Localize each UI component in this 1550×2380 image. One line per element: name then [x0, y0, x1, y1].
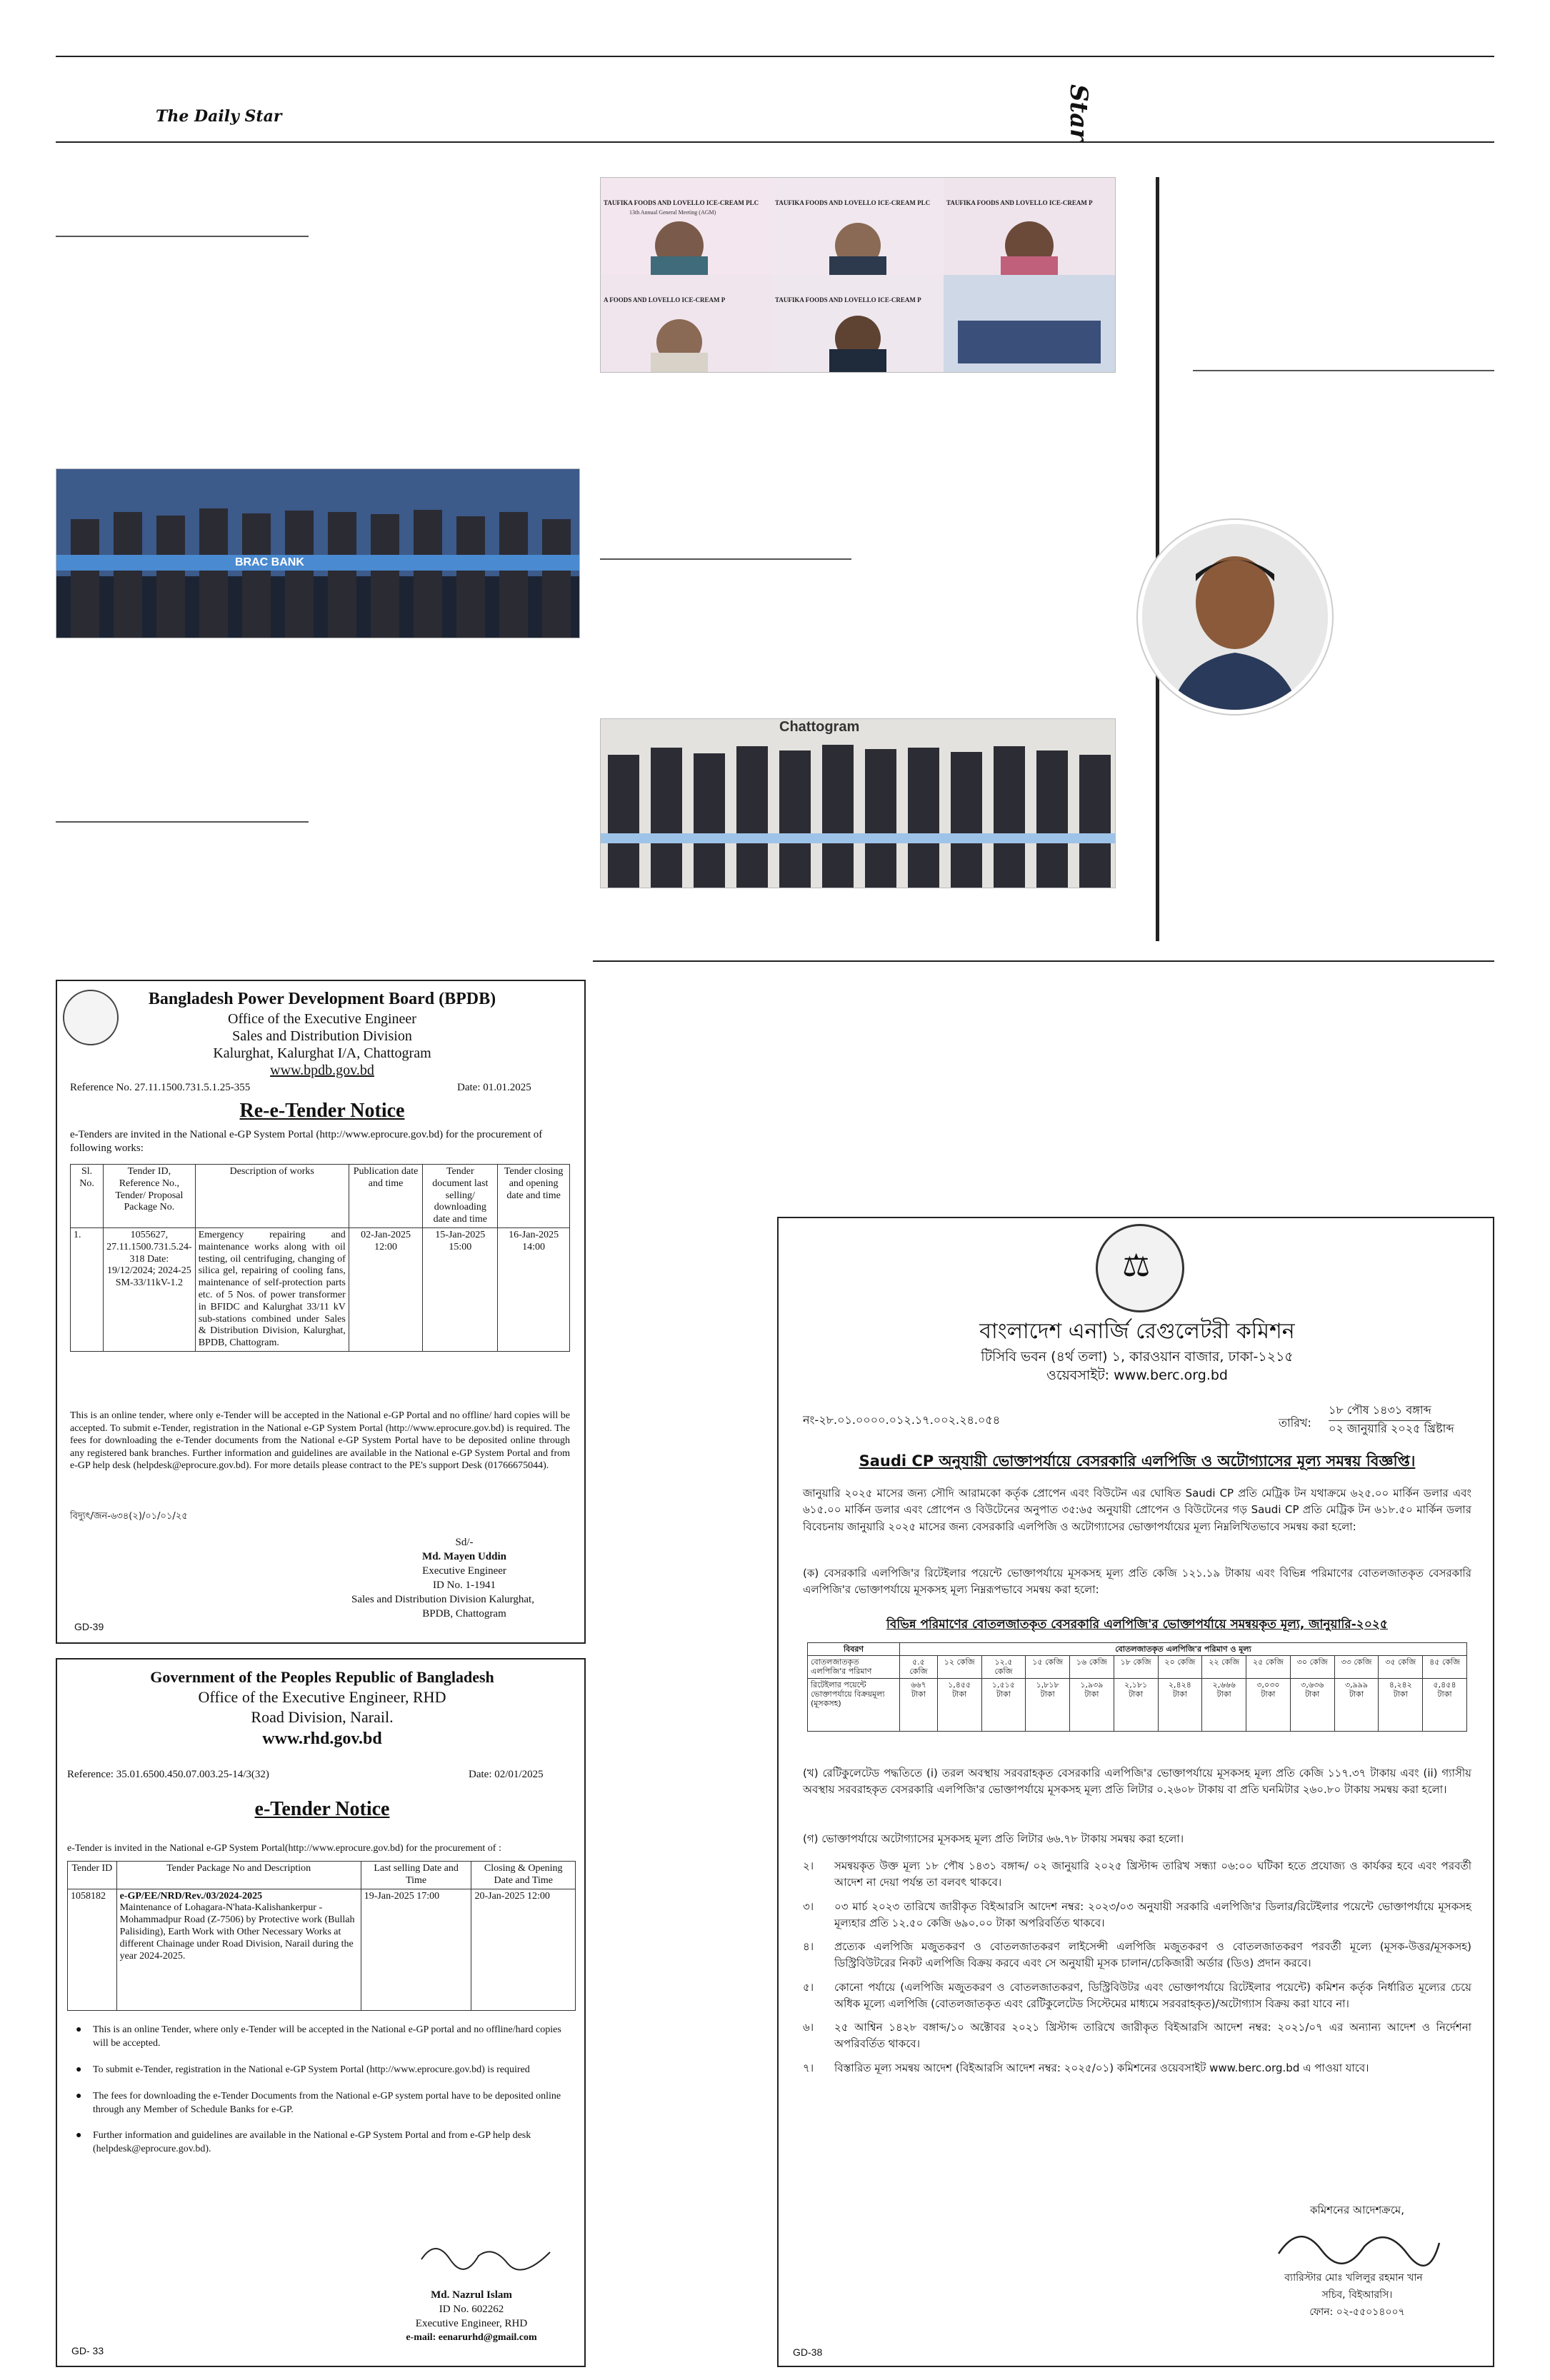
bpdb-tender-notice: [56, 980, 586, 1644]
rhd-th-id: Tender ID: [68, 1862, 117, 1889]
berc-size-cell: ১২ কেজি: [937, 1656, 981, 1678]
table-row: [808, 1656, 1467, 1678]
bpdb-note: This is an online tender, where only e-Tender will be accepted in the National e-GP Portal and no offline/ hard copies will be accepted. To submit e-Tender, registration in the National e-GP System Portal (http://www.eprocure.gov.bd) is required. The fees for downloading the e-Tender documents from the National e-GP System Portal have to be deposited online through any registered bank branches. Further information and guidelines are available in the National e-GP System Portal and from e-GP help desk (helpdesk@eprocure.gov.bd). For more details please contract to the PE's support Desk (01766675044).: [70, 1410, 570, 1471]
brac-bank-inauguration-photo: [56, 468, 580, 638]
berc-signer: ব্যারিস্টার মোঃ খলিলুর রহমান খান: [1284, 2272, 1423, 2284]
bpdb-designation: Executive Engineer: [422, 1565, 506, 1577]
agm-collage-graphic: [601, 178, 1115, 372]
rhd-title: e-Tender Notice: [254, 1798, 390, 1820]
berc-para-ka: (ক) বেসরকারি এলপিজি'র রিটেইলার পয়েন্টে ভোক্তাপর্যায়ে মূসকসহ মূল্য প্রতি কেজি ১২১.১৯ টাকায় এবং বিভিন্ন পরিমাণের বোতলজাতকৃত বেসরকারি এলপিজি'র ভোক্তাপর্যায়ে মূসকসহ মূল্য নিম্নরূপভাবে সমন্বয় করা হলো:: [803, 1567, 1471, 1597]
berc-point-num: ৩।: [803, 1899, 814, 1913]
top-rule: [56, 56, 1494, 57]
bpdb-date: Date: 01.01.2025: [457, 1082, 531, 1093]
berc-point-text: ২৫ আশ্বিন ১৪২৮ বঙ্গাব্দ/১০ অক্টোবর ২০২১ খ্রিস্টাব্দ তারিখে জারীকৃত বিইআরসি আদেশ নম্বর: ২০২১/০৭ এর অন্যান্য আদেশ ও নির্দেশনা অপরিবর্তিত থাকবে।: [834, 2021, 1471, 2051]
berc-price-cell: ৩,০৩০ টাকা: [1246, 1678, 1291, 1731]
mid-col-rule-1: [600, 558, 851, 560]
berc-price-cell: ২,৪২৪ টাকা: [1158, 1678, 1202, 1731]
ribbon-text: BRAC BANK: [235, 556, 304, 568]
bpdb-th-sl: Sl. No.: [71, 1165, 104, 1228]
rhd-gov: Government of the Peoples Republic of Bangladesh: [150, 1668, 494, 1686]
brac-photo-graphic: [56, 469, 579, 638]
berc-row2-label: রিটেইলার পয়েন্টে ভোক্তাপর্যায়ে বিক্রয়মূল্য (মূসকসহ): [808, 1678, 900, 1731]
list-item: [803, 1939, 1471, 1972]
berc-phone: ফোন: ০২-৫৫০১৪০০৭: [1309, 2306, 1405, 2318]
berc-sign-intro: কমিশনের আদেশক্রমে,: [1310, 2204, 1404, 2216]
rhd-bullet-1: This is an online Tender, where only e-Tender will be accepted in the National e-GP portal and no offline/hard copies will be accepted.: [93, 2024, 561, 2049]
list-item: [803, 2019, 1471, 2053]
bpdb-cell-last-selling: 15-Jan-2025 15:00: [423, 1227, 498, 1351]
berc-point-num: ৭।: [803, 2061, 814, 2074]
berc-memo: নং-২৮.০১.০০০০.০১২.১৭.০০২.২৪.০৫৪: [803, 1413, 1001, 1427]
berc-size-cell: ১৫ কেজি: [1026, 1656, 1070, 1678]
list-item: [803, 2060, 1471, 2077]
agm-caption-3: TAUFIKA FOODS AND LOVELLO ICE-CREAM P: [946, 199, 1093, 206]
berc-point-num: ৪।: [803, 1940, 814, 1953]
scales-icon: ⚖: [1122, 1248, 1151, 1283]
bpdb-cell-tender-id: 1055627, 27.11.1500.731.5.24-318 Date: 19/12/2024; 2024-25 SM-33/11kV-1.2: [104, 1227, 196, 1351]
bpdb-id-no: ID No. 1-1941: [433, 1580, 496, 1591]
rhd-date: Date: 02/01/2025: [469, 1769, 544, 1780]
bpdb-bn-ref: বিদ্যুৎ/জন-৬৩৪(২)/০১/০১/২৫: [70, 1511, 188, 1522]
bpdb-cell-closing: 16-Jan-2025 14:00: [498, 1227, 570, 1351]
berc-price-notice: [777, 1217, 1494, 2367]
bpdb-gd-code: GD-39: [74, 1621, 104, 1632]
rhd-bullet-4: Further information and guidelines are available in the National e-GP System Portal and from e-GP help desk (helpdesk@eprocure.gov.bd).: [93, 2130, 531, 2155]
masthead-bottom-rule: [56, 141, 1494, 143]
branch-inauguration-photo: [600, 718, 1116, 888]
rhd-website[interactable]: www.rhd.gov.bd: [262, 1729, 382, 1748]
bpdb-cell-publication: 02-Jan-2025 12:00: [349, 1227, 423, 1351]
avatar-graphic: [1142, 524, 1328, 710]
bpdb-sign-office: Sales and Distribution Division Kalurghat,: [351, 1594, 534, 1605]
rhd-bullet-2: To submit e-Tender, registration in the National e-GP System Portal (http://www.eprocure.gov.bd) is required: [93, 2064, 530, 2075]
rhd-tender-table: [67, 1861, 576, 2011]
berc-size-cell: ১২.৫ কেজি: [981, 1656, 1026, 1678]
berc-size-cell: ৪৫ কেজি: [1423, 1656, 1467, 1678]
berc-price-cell: ১,৪৫৫ টাকা: [937, 1678, 981, 1731]
berc-point-text: বিস্তারিত মূল্য সমন্বয় আদেশ (বিইআরসি আদেশ নম্বর: ২০২৫/০১) কমিশনের ওয়েবসাইট www.berc.org.bd এ পাওয়া যাবে।: [834, 2061, 1369, 2074]
table-row: [71, 1227, 570, 1351]
rhd-cell-description: Maintenance of Lohagara-N'hata-Kalishankerpur -Mohammadpur Road (Z-7506) by Protective work (Bullah Palisiding), Earth Work with Other Necessary Works at different Chainage under Road Division, Narail during the year 2024-2025.: [119, 1902, 355, 1962]
agm-caption-2: TAUFIKA FOODS AND LOVELLO ICE-CREAM PLC: [775, 199, 931, 206]
rhd-th-package: Tender Package No and Description: [116, 1862, 361, 1889]
bpdb-cell-description: Emergency repairing and maintenance works along with oil testing, oil centrifuging, changing of silica gel, repairing of cooling fans, maintenance of self-protection parts etc. of 5 Nos. of power transformer in BFIDC and Kalurghat 33/11 kV sub-stations combined under Sales & Distribution Division, Kalurghat, BPDB, Chattogram.: [195, 1227, 349, 1351]
list-item: [67, 2024, 576, 2051]
berc-size-cell: ৩৩ কেজি: [1334, 1656, 1379, 1678]
berc-size-cell: ৫.৫ কেজি: [900, 1656, 938, 1678]
agm-photo-collage: [600, 177, 1116, 373]
berc-size-cell: ২০ কেজি: [1158, 1656, 1202, 1678]
section-rule: [593, 960, 1494, 962]
table-row: [68, 1889, 576, 2010]
rhd-gd-code: GD- 33: [71, 2345, 104, 2356]
agm-caption-1: TAUFIKA FOODS AND LOVELLO ICE-CREAM PLC: [604, 199, 759, 206]
berc-title: Saudi CP অনুযায়ী ভোক্তাপর্যায়ে বেসরকারি এলপিজি ও অটোগ্যাসের মূল্য সমন্বয় বিজ্ঞপ্তি।: [859, 1452, 1416, 1470]
berc-para-ga: (গ) ভোক্তাপর্যায়ে অটোগ্যাসের মূসকসহ মূল্য প্রতি লিটার ৬৬.৭৮ টাকায় সমন্বয় করা হলো।: [803, 1832, 1184, 1845]
berc-designation: সচিব, বিইআরসি।: [1321, 2289, 1393, 2301]
agm-caption-4: A FOODS AND LOVELLO ICE-CREAM P: [604, 296, 726, 303]
rhd-division: Road Division, Narail.: [251, 1708, 394, 1726]
berc-table-title: বিভিন্ন পরিমাণের বোতলজাতকৃত বেসরকারি এলপিজি'র ভোক্তাপর্যায়ে সমন্বয়কৃত মূল্য, জানুয়ারি-২০২৫: [886, 1617, 1388, 1632]
agm-line-text: 13th Annual General Meeting (AGM): [629, 209, 716, 216]
bpdb-website[interactable]: www.bpdb.gov.bd: [270, 1063, 374, 1078]
berc-price-cell: ১,৫১৫ টাকা: [981, 1678, 1026, 1731]
berc-signature: [1271, 2218, 1443, 2268]
list-item: [803, 1899, 1471, 1932]
berc-price-cell: ৪,২৪২ টাকা: [1379, 1678, 1423, 1731]
berc-price-cell: ৩,৬৩৬ টাকা: [1290, 1678, 1334, 1731]
rhd-cell-package-cell: [116, 1889, 361, 2010]
berc-website[interactable]: ওয়েবসাইট: www.berc.org.bd: [1046, 1367, 1228, 1383]
rhd-designation: Executive Engineer, RHD: [415, 2318, 528, 2329]
berc-table-header-row: [808, 1643, 1467, 1656]
berc-point-text: কোনো পর্যায়ে (এলপিজি মজুতকরণ ও বোতলজাতকরণ, ডিস্ট্রিবিউটর এবং ভোক্তাপর্যায়ে রিটেইলার পয়েন্টে) কমিশন কর্তৃক নির্ধারিত মূল্যের চেয়ে অধিক মূল্যে এলপিজি (বোতলজাতকৃত এবং রেটিকুলেটেড সিস্টেমের মাধ্যমে সরবরাহকৃত)/অটোগ্যাস বিক্রয় করা যাবে না।: [834, 1980, 1471, 2010]
berc-size-cell: ১৮ কেজি: [1114, 1656, 1158, 1678]
rhd-office: Office of the Executive Engineer, RHD: [198, 1688, 446, 1706]
bpdb-title: Re-e-Tender Notice: [239, 1100, 405, 1122]
bullet-icon: ●: [76, 2024, 82, 2035]
left-col-rule-2: [56, 821, 309, 823]
bullet-icon: ●: [76, 2130, 82, 2142]
bpdb-org: Bangladesh Power Development Board (BPDB): [148, 990, 496, 1008]
rhd-th-closing: Closing & Opening Date and Time: [471, 1862, 576, 1889]
berc-size-cell: ৩০ কেজি: [1290, 1656, 1334, 1678]
berc-point-num: ২।: [803, 1859, 814, 1872]
berc-th-left: বিবরণ: [808, 1643, 900, 1656]
bpdb-tender-table: [70, 1164, 570, 1352]
bpdb-th-last-selling: Tender document last selling/ downloading date and time: [423, 1165, 498, 1228]
list-item: [67, 2064, 576, 2077]
berc-size-cell: ২২ কেজি: [1202, 1656, 1246, 1678]
berc-row1-label: বোতলজাতকৃত এলপিজি'র পরিমাণ: [808, 1656, 900, 1678]
bpdb-table-header-row: [71, 1165, 570, 1228]
list-item: [803, 1858, 1471, 1892]
berc-price-cell: ২,৬৬৬ টাকা: [1202, 1678, 1246, 1731]
bpdb-signer: Md. Mayen Uddin: [422, 1551, 506, 1562]
bpdb-reference: Reference No. 27.11.1500.731.5.1.25-355: [70, 1082, 251, 1093]
rhd-th-last-selling: Last selling Date and Time: [361, 1862, 471, 1889]
berc-point-num: ৫।: [803, 1980, 814, 1994]
berc-date-en: ০২ জানুয়ারি ২০২৫ খ্রিষ্টাব্দ: [1329, 1422, 1454, 1435]
berc-point-num: ৬।: [803, 2021, 814, 2034]
rhd-cell-package: e-GP/EE/NRD/Rev./03/2024-2025: [119, 1890, 263, 1902]
berc-para1: জানুয়ারি ২০২৫ মাসের জন্য সৌদি আরামকো কর্তৃক প্রোপেন এবং বিউটেন এর ঘোষিত Saudi CP প্রতি মেট্রিক টন যথাক্রমে ৬২৫.০০ মার্কিন ডলার এবং ৬১৫.০০ মার্কিন ডলার এবং প্রোপেন ও বিউটেনের অনুপাত ৩৫:৬৫ অনুযায়ী প্রোপেন ও বিউটেনের গড় Saudi CP প্রতি মেট্রিক টন ৬১৮.৫০ মার্কিন ডলার বিবেচনায় জানুয়ারি ২০২৫ মাসের জন্য বেসরকারি এলপিজি ও অটোগ্যাসের ভোক্তাপর্যায়ের মূল্য নিম্নলিখিতভাবে সমন্বয় করা হলো:: [803, 1487, 1471, 1533]
berc-address: টিসিবি ভবন (৪র্থ তলা) ১, কারওয়ান বাজার, ঢাকা-১২১৫: [981, 1349, 1294, 1365]
rhd-signer: Md. Nazrul Islam: [431, 2289, 512, 2301]
branch-photo-graphic: [601, 719, 1115, 888]
table-row: [808, 1678, 1467, 1731]
bullet-icon: ●: [76, 2090, 82, 2102]
berc-price-cell: ২,১৮১ টাকা: [1114, 1678, 1158, 1731]
berc-size-cell: ১৬ কেজি: [1070, 1656, 1114, 1678]
masthead-left-logo: The Daily Star: [156, 107, 282, 126]
berc-price-cell: ১,৮১৮ টাকা: [1026, 1678, 1070, 1731]
list-item: [803, 1979, 1471, 2013]
rhd-intro: e-Tender is invited in the National e-GP System Portal(http://www.eprocure.gov.bd) for the procurement of :: [67, 1843, 501, 1854]
berc-para-kha: (খ) রেটিকুলেটেড পদ্ধতিতে (i) তরল অবস্থায় সরবরাহকৃত বেসরকারি এলপিজি'র ভোক্তাপর্যায়ে মূসকসহ মূল্য প্রতি কেজি ১১৭.৩৭ টাকায় এবং (ii) গ্যাসীয় অবস্থায় সরবরাহকৃত বেসরকারি এলপিজি'র ভোক্তাপর্যায়ে মূসকসহ মূল্য প্রতি লিটার ০.২৬০৮ টাকায় বা প্রতি ঘনমিটার ২৬০.৮০ টাকায় সমন্বয় করা হলো।: [803, 1767, 1472, 1797]
bpdb-cell-sl: 1.: [71, 1227, 104, 1351]
rhd-email: e-mail: eenarurhd@gmail.com: [406, 2332, 537, 2343]
bullet-icon: ●: [76, 2064, 82, 2075]
left-col-rule-1: [56, 236, 309, 237]
rhd-table-header-row: [68, 1862, 576, 1889]
rhd-id-no: ID No. 602262: [439, 2304, 504, 2315]
bpdb-sign-place: BPDB, Chattogram: [422, 1608, 506, 1620]
rhd-tender-notice: [56, 1658, 586, 2367]
berc-price-table: [807, 1642, 1467, 1732]
berc-date-label: তারিখ:: [1279, 1416, 1311, 1430]
rhd-reference: Reference: 35.01.6500.450.07.003.25-14/3(32): [67, 1769, 269, 1780]
list-item: [67, 2090, 576, 2117]
berc-date-bn: ১৮ পৌষ ১৪৩১ বঙ্গাব্দ: [1329, 1401, 1431, 1421]
berc-price-cell: ৩,৯৯৯ টাকা: [1334, 1678, 1379, 1731]
berc-logo: [1096, 1224, 1184, 1312]
berc-price-cell: ১,৯৩৯ টাকা: [1070, 1678, 1114, 1731]
rhd-bullet-3: The fees for downloading the e-Tender Documents from the National e-GP system portal have to be deposited online through any Member of Schedule Banks for e-GP.: [93, 2090, 561, 2115]
berc-org: বাংলাদেশ এনার্জি রেগুলেটরী কমিশন: [979, 1319, 1295, 1344]
berc-th-right: বোতলজাতকৃত এলপিজি'র পরিমাণ ও মূল্য: [900, 1643, 1467, 1656]
rhd-cell-closing: 20-Jan-2025 12:00: [471, 1889, 576, 2010]
agm-caption-5: TAUFIKA FOODS AND LOVELLO ICE-CREAM P: [775, 296, 921, 303]
rhd-signature: [414, 2231, 557, 2281]
berc-price-cell: ৫,৪৫৪ টাকা: [1423, 1678, 1467, 1731]
bpdb-th-publication: Publication date and time: [349, 1165, 423, 1228]
bpdb-intro: e-Tenders are invited in the National e-GP System Portal (http://www.eprocure.gov.bd) for the procurement of following works:: [70, 1129, 543, 1154]
berc-gd-code: GD-38: [793, 2346, 823, 2358]
columnist-avatar: [1138, 520, 1332, 714]
bpdb-signed: Sd/-: [455, 1537, 474, 1548]
rhd-cell-last-selling: 19-Jan-2025 17:00: [361, 1889, 471, 2010]
bpdb-address: Kalurghat, Kalurghat I/A, Chattogram: [213, 1045, 431, 1061]
bpdb-th-tender-id: Tender ID, Reference No., Tender/ Proposal Package No.: [104, 1165, 196, 1228]
berc-size-cell: ৩৫ কেজি: [1379, 1656, 1423, 1678]
bpdb-office: Office of the Executive Engineer: [228, 1011, 416, 1027]
rhd-cell-id: 1058182: [68, 1889, 117, 2010]
bpdb-division: Sales and Distribution Division: [232, 1028, 412, 1044]
berc-points: [803, 1858, 1471, 2084]
berc-size-cell: ২৫ কেজি: [1246, 1656, 1291, 1678]
list-item: [67, 2129, 576, 2156]
masthead-right-logo: Star: [1064, 84, 1093, 142]
berc-price-cell: ৬৬৭ টাকা: [900, 1678, 938, 1731]
right-col-rule-1: [1193, 370, 1494, 371]
rhd-bullet-list: [67, 2024, 576, 2169]
berc-point-text: প্রত্যেক এলপিজি মজুতকরণ ও বোতলজাতকরণ লাইসেন্সী এলপিজি মজুতকরণ ও বোতলজাতকরণ পরবর্তী মূল্যে (মূসক-উত্তর/মূসকসহ) ডিস্ট্রিবিউটরের নিকট এলপিজি বিক্রয় করবে এবং সে অনুযায়ী মূসক চালান/চেকিজারী অর্ডার (ডিও) প্রদান করবে।: [834, 1940, 1471, 1970]
bpdb-th-closing: Tender closing and opening date and time: [498, 1165, 570, 1228]
berc-point-text: ০৩ মার্চ ২০২৩ তারিখে জারীকৃত বিইআরসি আদেশ নম্বর: ২০২৩/০৩ অনুযায়ী সরকারি এলপিজি'র ডিলার/রিটেইলার পয়েন্টে ভোক্তাপর্যায়ে মূসকসহ মূল্যহার প্রতি ১২.৫০ কেজি ৬৯০.০০ টাকা অপরিবর্তিত থাকবে।: [834, 1899, 1471, 1929]
event-banner-text: Chattogram: [779, 719, 860, 735]
bpdb-th-description: Description of works: [195, 1165, 349, 1228]
berc-point-text: সমন্বয়কৃত উক্ত মূল্য ১৮ পৌষ ১৪৩১ বঙ্গাব্দ/ ০২ জানুয়ারি ২০২৫ খ্রিস্টাব্দ তারিখ সন্ধ্যা ০৬:০০ ঘটিকা হতে প্রযোজ্য ও কার্যকর হবে এবং পরবর্তী আদেশ না দেয়া পর্যন্ত তা বলবৎ থাকবে।: [834, 1859, 1471, 1889]
